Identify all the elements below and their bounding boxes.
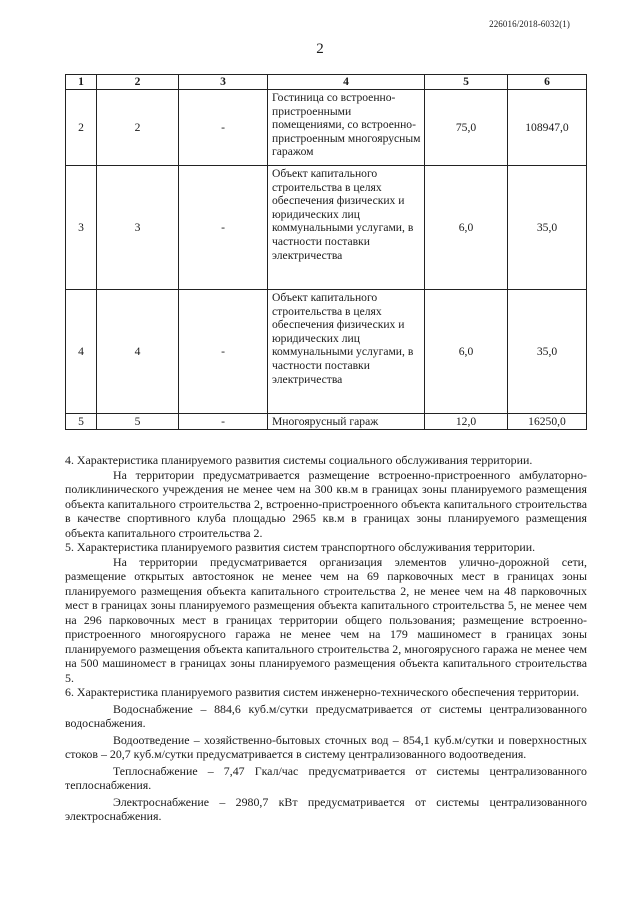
sewerage-paragraph: Водоотведение – хозяйственно-бытовых сточных вод – 854,1 куб.м/сутки и поверхностных стоков – 20,7 куб.м/сутки предусматривается в систему централизованного водоотведения.: [65, 732, 587, 761]
table-cell: 2: [66, 90, 97, 166]
section-5-paragraph: На территории предусматривается организация элементов улично-дорожной сети, размещение открытых автостоянок не менее чем на 69 парковочных мест в границах зоны планируемого размещения объекта капитального строительства 2, не менее чем на 48 парковочных мест в границах зоны планируемого размещения объекта капитального строительства 5, не менее чем на 296 парковочных мест в границах территории общего пользования; размещение встроенно-пристроенного многоярусного гаража не менее чем на 179 машиномест в границах зоны планируемого размещения объекта капитального строительства 2, многоярусного гаража не менее чем на 500 машиномест в границах зоны планируемого размещения объекта капитального строительства 5.: [65, 554, 587, 685]
table-row: [66, 90, 587, 166]
section-5-heading: 5. Характеристика планируемого развития систем транспортного обслуживания территории.: [65, 540, 536, 554]
table-cell: 35,0: [508, 290, 587, 414]
page-number: 2: [316, 41, 324, 57]
column-header: 4: [268, 75, 425, 90]
table-cell: 5: [97, 414, 179, 430]
table-cell: 3: [97, 166, 179, 290]
power-supply-paragraph: Электроснабжение – 2980,7 кВт предусматривается от системы централизованного электроснабжения.: [65, 794, 587, 823]
table-cell: 4: [97, 290, 179, 414]
table-cell: 5: [66, 414, 97, 430]
table-cell: 2: [97, 90, 179, 166]
table-cell-object-name: Объект капитального строительства в целях обеспечения физических и юридических лиц коммунальными услугами, в частности поставки электричества: [268, 166, 425, 290]
objects-table: [65, 74, 587, 430]
document-id: 226016/2018-6032(1): [489, 19, 570, 29]
column-header: 6: [508, 75, 587, 90]
table-row: [66, 414, 587, 430]
table-cell: 12,0: [425, 414, 508, 430]
table-cell: -: [179, 90, 268, 166]
table-cell: 6,0: [425, 290, 508, 414]
heat-supply-paragraph: Теплоснабжение – 7,47 Гкал/час предусматривается от системы централизованного теплоснабжения.: [65, 763, 587, 792]
table-cell: 35,0: [508, 166, 587, 290]
table-cell: -: [179, 166, 268, 290]
table-cell: -: [179, 290, 268, 414]
column-header: 5: [425, 75, 508, 90]
table-cell: 16250,0: [508, 414, 587, 430]
section-6-heading: 6. Характеристика планируемого развития систем инженерно-технического обеспечения территории.: [65, 685, 580, 699]
section-4-paragraph: На территории предусматривается размещение встроенно-пристроенного амбулаторно-поликлинического учреждения не менее чем на 300 кв.м в границах зоны планируемого размещения объекта капитального строительства 2, встроенно-пристроенного объекта капитального строительства в качестве спортивного клуба площадью 2965 кв.м в границах зоны планируемого размещения объекта капитального строительства 2.: [65, 467, 587, 540]
table-cell: 108947,0: [508, 90, 587, 166]
table-cell: 6,0: [425, 166, 508, 290]
table-cell: 3: [66, 166, 97, 290]
table-cell-object-name: Объект капитального строительства в целях обеспечения физических и юридических лиц коммунальными услугами, в частности поставки электричества: [268, 290, 425, 414]
table-cell: 4: [66, 290, 97, 414]
table-row: [66, 166, 587, 290]
column-header: 3: [179, 75, 268, 90]
table-header-row: [66, 75, 587, 90]
table-cell-object-name: Гостиница со встроенно-пристроенными помещениями, со встроенно-пристроенным многоярусным гаражом: [268, 90, 425, 166]
table-cell: -: [179, 414, 268, 430]
water-supply-paragraph: Водоснабжение – 884,6 куб.м/сутки предусматривается от системы централизованного водоснабжения.: [65, 701, 587, 730]
table-cell-object-name: Многоярусный гараж: [268, 414, 425, 430]
column-header: 2: [97, 75, 179, 90]
column-header: 1: [66, 75, 97, 90]
table-cell: 75,0: [425, 90, 508, 166]
table-row: [66, 290, 587, 414]
section-4-heading: 4. Характеристика планируемого развития системы социального обслуживания территории.: [65, 453, 533, 467]
document-body: [65, 453, 587, 824]
